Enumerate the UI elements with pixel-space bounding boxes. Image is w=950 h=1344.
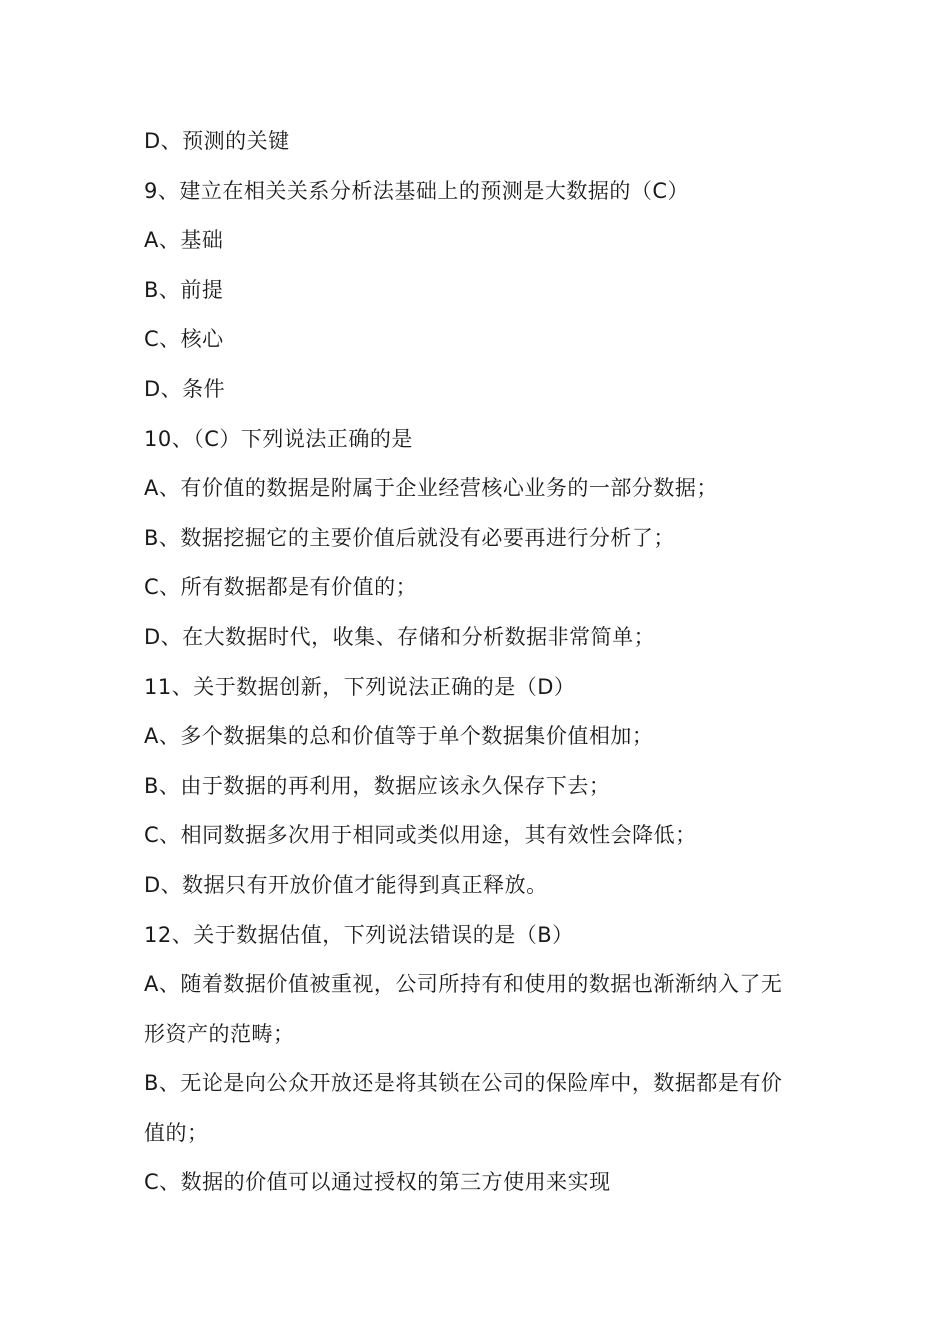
question-9: 9、建立在相关关系分析法基础上的预测是大数据的（C） xyxy=(144,178,690,203)
question-12: 12、关于数据估值，下列说法错误的是（B） xyxy=(144,922,574,947)
option-c-q10: C、所有数据都是有价值的； xyxy=(144,575,418,600)
option-c-q9: C、核心 xyxy=(144,327,224,352)
option-d-q10: D、在大数据时代，收集、存储和分析数据非常简单； xyxy=(144,624,656,649)
option-c-q12: C、数据的价值可以通过授权的第三方使用来实现 xyxy=(144,1170,611,1195)
option-a-q9: A、基础 xyxy=(144,228,224,253)
option-a-q12: A、随着数据价值被重视，公司所持有和使用的数据也渐渐纳入了无 xyxy=(144,972,783,997)
question-11: 11、关于数据创新，下列说法正确的是（D） xyxy=(144,674,576,699)
option-d-q8: D、预测的关键 xyxy=(144,129,290,153)
option-b-q12: B、无论是向公众开放还是将其锁在公司的保险库中，数据都是有价 xyxy=(144,1071,783,1096)
option-c-q11: C、相同数据多次用于相同或类似用途，其有效性会降低； xyxy=(144,823,697,848)
document-body xyxy=(144,117,824,1208)
option-a-q10: A、有价值的数据是附属于企业经营核心业务的一部分数据； xyxy=(144,476,718,501)
option-b-q12-continued: 值的； xyxy=(144,1120,209,1145)
option-b-q11: B、由于数据的再利用，数据应该永久保存下去； xyxy=(144,773,611,798)
option-b-q9: B、前提 xyxy=(144,277,224,302)
option-d-q9: D、条件 xyxy=(144,376,226,401)
option-d-q11: D、数据只有开放价值才能得到真正释放。 xyxy=(144,872,548,897)
option-b-q10: B、数据挖掘它的主要价值后就没有必要再进行分析了； xyxy=(144,525,675,550)
question-10: 10、（C）下列说法正确的是 xyxy=(144,426,413,451)
option-a-q11: A、多个数据集的总和价值等于单个数据集价值相加； xyxy=(144,724,654,749)
option-a-q12-continued: 形资产的范畴； xyxy=(144,1021,295,1046)
